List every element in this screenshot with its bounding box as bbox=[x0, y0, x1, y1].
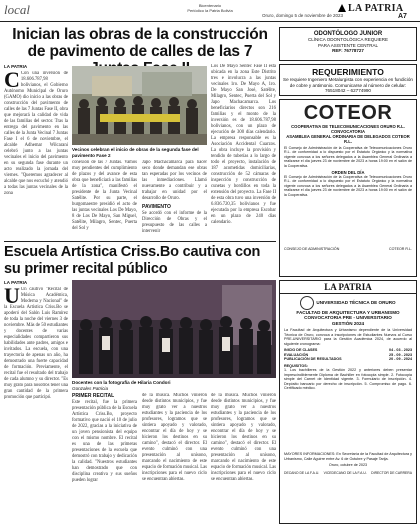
article-column-3 bbox=[142, 160, 207, 238]
schedule-label: INICIO DE CLASES bbox=[284, 348, 318, 353]
ad3-sig2: COTEOR R.L. bbox=[389, 247, 412, 252]
ad4-sig2: VICEDECANO DE LA F.A.U. bbox=[323, 470, 367, 475]
triangle-logo-icon bbox=[338, 4, 346, 12]
ad4-requirements: 1. Los bachilleres de la Gestión 2022 y anteriores deben presentar imprescindiblemente Diploma de Bachiller en fotocopia simple. 2. Fotocopia simple del Carnet de Identidad vigente. 3. Formulario de inscripción. 4. Depósito bancario por derecho de inscripción. 5. Compromiso de pago. 6. Certificado médico. bbox=[284, 368, 412, 391]
coteor-logo: COTEOR bbox=[303, 102, 393, 124]
section-divider bbox=[4, 241, 276, 242]
ad4-more-info: MAYORES INFORMACIONES: En Secretaría de la Facultad de Arquitectura y Urbanismo, Calle Aguirre entre Av. 6 de Octubre y Pasaje Tarija. bbox=[284, 452, 412, 461]
article-photo bbox=[72, 66, 207, 145]
ad3-order-body: El Consejo de Administración de la Cooperativa de Telecomunicaciones Oruro R.L. de conformidad a lo dispuesto por el Estatuto Orgánico y la normativa vigente convoca a los señores delegados a la Asamblea General Ordinaria a realizarse el día jueves 23 de noviembre de 2023 a horas 19:00 en el salón de la Cooperativa. bbox=[284, 175, 412, 197]
article2-body-text-3: de la música. Muchos vinieron desde distintos municipios, y fue muy grato ver a nuestros estudiantes y la paciencia de los profesores, logramos que se sintiera apoyado y valorado, encontrar el día de hoy y se hicieron los destinos en su camino", destacó el director. El evento culminó con una presentación al unísono, marcando el nacimiento de este espacio de formación musical. Las inscripciones para el nuevo ciclo se encuentran abiertas. bbox=[142, 393, 207, 482]
article-column-1 bbox=[4, 64, 68, 232]
ad4-schedule bbox=[284, 348, 412, 362]
ad3-sig1: CONSEJO DE ADMINISTRACIÓN bbox=[284, 247, 340, 252]
article2-column-2 bbox=[72, 393, 137, 524]
newspaper-logo bbox=[338, 3, 403, 14]
drop-cap: C bbox=[4, 71, 20, 92]
article-subheading: PAVIMENTO bbox=[142, 204, 171, 210]
ad-requerimiento bbox=[279, 64, 417, 96]
article2-column-4 bbox=[211, 393, 276, 524]
schedule-label: PUBLICACIÓN DE RESULTADOS bbox=[284, 357, 342, 362]
section-label: local bbox=[4, 2, 30, 17]
ad1-line3: REF: 76778727 bbox=[332, 48, 364, 53]
ad-uto-convocatoria bbox=[279, 280, 417, 524]
ad2-text: Se requiere Ingeniero Metalurgista con experiencia en fundición de cobre y antimonio. Comunicarse al número de celular: 76518042 – 62774990 bbox=[283, 77, 413, 93]
article2-subheading: PRIMER RECITAL bbox=[72, 393, 115, 399]
ad-coteor-convocatoria bbox=[279, 99, 417, 277]
header-tagline-line2: Periódico la Patria Bolivia bbox=[187, 8, 233, 13]
ad4-h2: FACULTAD DE ARQUITECTURA Y URBANISMO bbox=[296, 310, 400, 315]
header-tagline bbox=[150, 3, 270, 13]
crowd-photo-illustration bbox=[72, 66, 207, 145]
ad3-line2: CONVOCATORIA bbox=[330, 129, 366, 134]
article-criss-bo bbox=[4, 244, 276, 277]
article-body-text-3: Japo Machacamarca para hacer seco donde demandan ese obras tan esperadas por los vecinos de las inmediaciones. Llamó nuevamente a contribuir y a trabajar en unidad por el desarrollo de Oruro. bbox=[142, 160, 207, 201]
ad2-title: REQUERIMIENTO bbox=[312, 67, 384, 77]
header-tagline-line1: Bicentenario bbox=[198, 3, 222, 8]
ad4-p1: La Facultad de Arquitectura y Urbanismo dependiente de la Universidad Técnica de Oruro, convoca a inscripciones de Estudiantes Nuevos al Curso PRE-UNIVERSITARIO para la Gestión Académica 2024, de acuerdo al siguiente cronograma: bbox=[284, 328, 412, 346]
ad4-brand: LA PATRIA bbox=[280, 281, 416, 294]
ad3-line3: ASAMBLEA GENERAL ORDINARIA DE DELEGADOS COTEOR R.L. bbox=[286, 134, 410, 144]
article2-body-text-4: de la música. Muchos vinieron desde distintos municipios, y fue muy grato ver a nuestros estudiantes y la paciencia de los profesores, logramos que se sintiera apoyado y valorado, encontrar el día de hoy y se hicieron los destinos en su camino", destacó el director. El evento culminó con una presentación al unísono, marcando el nacimiento de este espacio de formación musical. Las inscripciones para el nuevo ciclo se encuentran abiertas. bbox=[211, 393, 276, 482]
issue-date: Oruro, domingo 5 de noviembre de 2023 bbox=[262, 13, 344, 18]
article2-column-1 bbox=[4, 280, 68, 524]
ad4-signatures bbox=[284, 471, 412, 476]
ad4-h1: UNIVERSIDAD TÉCNICA DE ORURO bbox=[316, 300, 396, 306]
drop-cap-2: U bbox=[4, 287, 20, 308]
university-seal-icon bbox=[300, 296, 314, 310]
ad4-schedule-row bbox=[284, 357, 412, 362]
ad1-title: ODONTÓLOGO JUNIOR bbox=[313, 31, 383, 37]
article2-headline: Escuela Artística Criss.Bo cautiva con su primer recital público bbox=[4, 244, 261, 277]
article2-byline: LA PATRIA bbox=[4, 280, 28, 285]
schedule-label: EVALUACIÓN bbox=[284, 352, 309, 357]
schedule-value: 25 - 09 - 2023 bbox=[389, 352, 412, 357]
photo2-credit: Gonzales Patricia bbox=[72, 385, 109, 391]
ad4-content bbox=[280, 294, 416, 477]
schedule-value: 04 - 03 - 2023 bbox=[389, 348, 412, 353]
article-body-text-3b: Se acordó con el informe de la Dirección de Obras y el presupuesto de las calles a intervenir bbox=[142, 211, 207, 234]
ad4-h3: CONVOCATORIA PRE - UNIVERSITARIO bbox=[304, 315, 392, 321]
photo2-caption-text: Docentes con la fotografía de Hilaria Condori bbox=[72, 380, 171, 385]
ad1-line2: PARA ASISTENTE CENTRAL bbox=[318, 42, 378, 48]
schedule-value: 20 - 09 - 2024 bbox=[389, 357, 412, 362]
ad4-requirements-heading: REQUISITOS: bbox=[284, 363, 308, 368]
article-column-4 bbox=[211, 64, 276, 238]
article-byline: LA PATRIA bbox=[4, 64, 28, 69]
group-photo-illustration bbox=[72, 280, 276, 378]
ad4-h4: GESTIÓN 2024 bbox=[331, 320, 365, 326]
page-header bbox=[0, 0, 420, 22]
ad-odontologo bbox=[279, 27, 417, 61]
ad4-place-date: Oruro, octubre de 2023 bbox=[328, 463, 368, 468]
photo2-caption bbox=[72, 380, 276, 391]
ad3-line1: COOPERATIVA DE TELECOMUNICACIONES ORURO R.L. bbox=[291, 124, 405, 129]
article-body-text: Con una inversión de 18.606.787,98 bolivianos, el Gobierno Autónomo Municipal de Oruro (GAMO) dio inicio a las obras de construcción del pavimento de calles de las 7 Juntas Fase II, obra que mejorará la calidad de vida de las familias del sector. Tras la entrega del pavimento en las calles de la Junta Vecinal 7 Juntas Fase I el 6 de noviembre, el alcalde Adhemar Wilcarani celebró junto a las juntas vecinales el inicio del pavimento en su segunda fase durante un acto realizado la jornada del viernes. "Queremos agradecer al alcalde que nos escuchó y atendió a todas las juntas vecinales de la zona bbox=[4, 71, 68, 196]
article-headline: Inician las obras de la construcción de pavimento de calles de las 7 bbox=[12, 26, 268, 60]
ad3-order-heading: ORDEN DEL DÍA bbox=[331, 170, 365, 176]
page-number: A7 bbox=[398, 13, 407, 20]
ad4-heading bbox=[284, 296, 412, 310]
article2-body-text-2: Este recital, fue la primera presentación pública de la Escuela Artística Criss.Bo, proyecto formativo que nació el 10 de julio de 2022, gracias a la iniciativa de un joven pensionista del equipo con el mismo nombre. El recital es una de las primeras presentaciones de la escuela que demostró con trabajo y dedicación la calidad. "Nuestros estudiantes han demostrado que con disciplina creativa y sus sueños pueden lograr bbox=[72, 400, 137, 483]
ad4-sig1: DECANO DE LA F.A.U. bbox=[284, 470, 320, 475]
newspaper-name: LA PATRIA bbox=[348, 3, 404, 14]
article-body-text-2: conexión de las 7 Juntas. Vamos muy pendientes del cumplimiento de plazos y del avance de esta obra que beneficiará a las familias de la zona", manifestó el presidente de la Junta Vecinal Satélite. Por su parte, el burgomaestre presidió el acto de las juntas vecinales Los De Mayo, 8 de Los De Mayo, San Miguel, Satélite, Milagro, Sentec, Puerta del Sol y bbox=[72, 160, 137, 231]
article2-column-3 bbox=[142, 393, 207, 524]
article-column-2 bbox=[72, 160, 137, 238]
ad1-line1: CLÍNICA ODONTOLÓGICA REQUIERE bbox=[308, 37, 388, 42]
ad3-body: El Consejo de Administración de la Cooperativa de Telecomunicaciones Oruro R.L. de conformidad a lo dispuesto por el Estatuto Orgánico y la normativa vigente convoca a los señores delegados a la Asamblea General Ordinaria a realizarse el día jueves 23 de noviembre de 2023 a horas 19:00 en el salón de la Cooperativa. bbox=[284, 146, 412, 168]
article-body-text-4: Los De Mayo Sentec Fase II está ubicada en la zona Este Distrito tres e involucra a las juntas vecinales 1ro. De Mayo A, 1ro. De Mayo San José, Satélite, Milagro, Sentec, Puerta del Sol y Japo Machacamarca. Los beneficiarios directos son 216 familias y el monto de la inversión es de 18.606.787,98 bolivianos, con un plazo de ejecución de 300 días calendario. La empresa responsable es la Asociación Accidental Cuarzos. La obra incluye la provisión y tendido de tuberías a lo largo de todo el proyecto, instalación de 187 acometidas domiciliarias, construcción de 52 cámaras de inspección y construcción de cunetas y bordillos en toda la extensión del proyecto. La Fase II de esta obra tuvo una inversión de 6.836.720,35 bolivianos y fue ejecutada por la empresa Escobar en un plazo de 240 días calendario. bbox=[211, 64, 276, 225]
ad3-signatures bbox=[284, 247, 412, 251]
photo-caption: Vecinos celebran el inicio de obras de la segunda fase del pavimento Fase 2 bbox=[72, 147, 199, 158]
article2-body-text: Un cautivo "Recital de Música Académica, Moderna y Nacional" de la Escuela Artística Criss.Bo se apoderó del Salón Luis Ramírez de toda la noche del viernes 3 de noviembre. Más de 50 estudiantes y docentes de varias especialidades compartieron sus habilidades ante padres, amigos e invitados. La escuela, con una trayectoria de apenas un año, ha demostrado una fuerte capacidad de formación. Previamente, el recital fue el resultado del trabajo de cada alumno y su director. "Es muy grato para nosotros tener una gran cantidad de la primera promoción que participó. bbox=[4, 287, 68, 400]
article2-photo bbox=[72, 280, 276, 378]
ad4-sig3: DIRECTOR DE CARRERA bbox=[371, 470, 412, 475]
